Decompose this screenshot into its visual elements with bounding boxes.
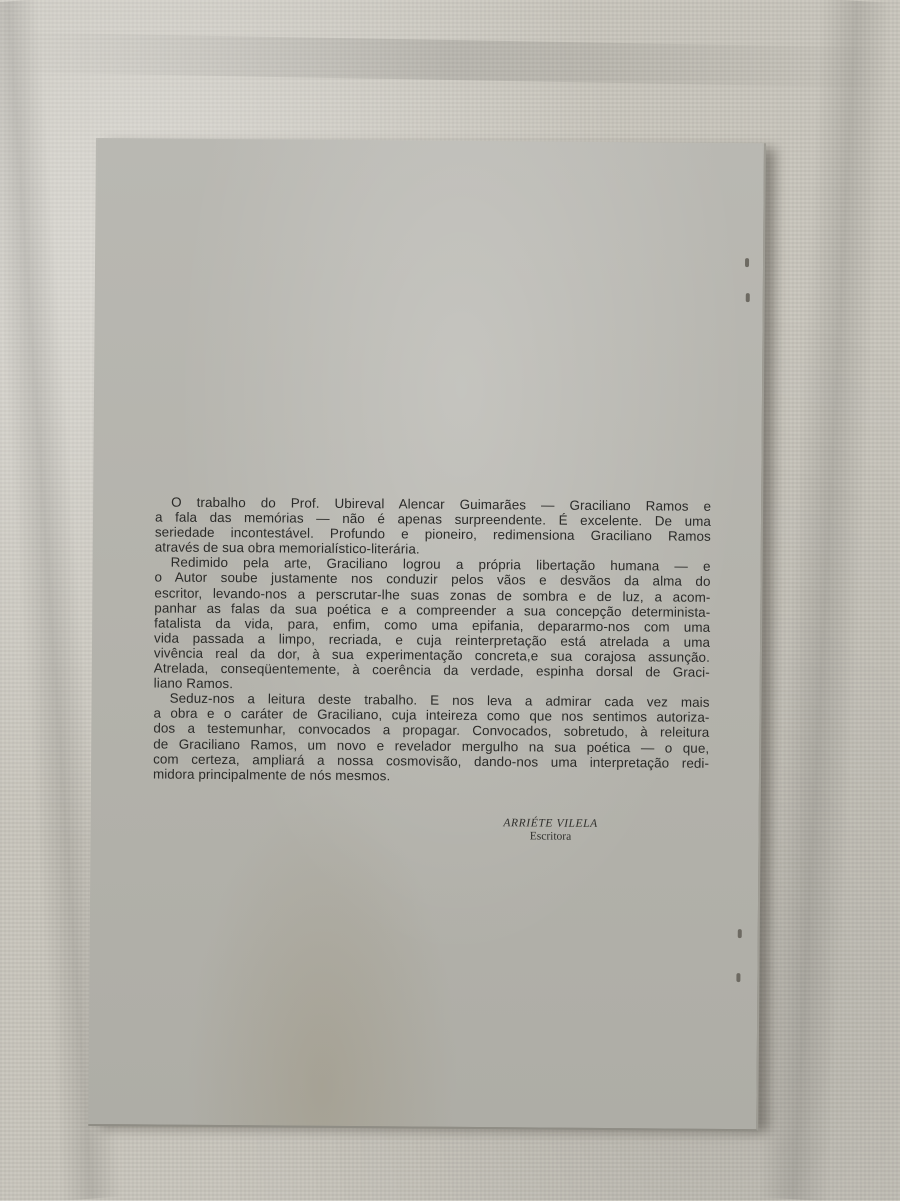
text-line: vivência real da dor, à sua experimentação concreta,e sua corajosa assunção. <box>153 645 710 665</box>
text-line: de Graciliano Ramos, um novo e revelador mergulho na sua poética — o que, <box>153 735 710 756</box>
blurb-paragraph <box>155 494 711 559</box>
text-line: com certeza, ampliará a nossa cosmovisão, dando-nos uma interpretação redi- <box>153 751 710 771</box>
text-line: liano Ramos. <box>153 675 234 692</box>
signature-role: Escritora <box>529 830 572 843</box>
text-line: através de sua obra memorialístico-literária. <box>154 539 420 557</box>
blurb-paragraph <box>153 691 710 786</box>
text-line: vida passada a limpo, recriada, e cuja reinterpretação está atrelada a uma <box>154 630 711 650</box>
text-line: O trabalho do Prof. Ubireval Alencar Guimarães — Graciliano Ramos e <box>171 494 712 514</box>
text-line: seriedade incontestável. Profundo e pioneiro, redimensiona Graciliano Ramos <box>154 524 711 545</box>
text-line: Redimido pela arte, Graciliano logrou a própria libertação humana — e <box>170 554 711 575</box>
cloth-fold <box>0 32 900 88</box>
staple-hole <box>746 293 750 302</box>
staple-hole <box>738 929 742 938</box>
text-line: a obra e o caráter de Graciliano, cuja inteireza como que nos sentimos autoriza- <box>153 705 710 726</box>
staple-hole <box>745 258 749 267</box>
book-back-cover <box>88 138 766 1131</box>
signature <box>490 817 610 843</box>
text-line: escritor, levando-nos a perscrutar-lhe suas zonas de sombra e de luz, a acom- <box>154 585 711 605</box>
staple-hole <box>736 973 740 982</box>
cloth-fold <box>759 0 892 1201</box>
text-line: panhar as falas da sua poética e a compreender a sua concepção determinista- <box>154 600 711 620</box>
text-line: Atrelada, conseqüentemente, à coerência da verdade, espinha dorsal de Graci- <box>153 660 710 680</box>
text-line: a fala das memórias — não é apenas surpreendente. É excelente. De uma <box>154 509 712 529</box>
text-line: o Autor soube justamente nos conduzir pelos vãos e desvãos da alma do <box>154 569 711 590</box>
text-line: Seduz-nos a leitura deste trabalho. E nos leva a admirar cada vez mais <box>169 690 710 711</box>
signature-name: ARRIÉTE VILELA <box>503 817 598 830</box>
text-line: dos a testemunhar, convocados a propagar. Convocados, sobretudo, à releitura <box>153 720 710 741</box>
blurb-paragraph <box>154 555 711 695</box>
text-line: fatalista da vida, para, enfim, como uma epifania, depararmo-nos com uma <box>154 615 711 635</box>
text-line: midora principalmente de nós mesmos. <box>152 766 391 784</box>
blurb-text <box>153 494 711 785</box>
